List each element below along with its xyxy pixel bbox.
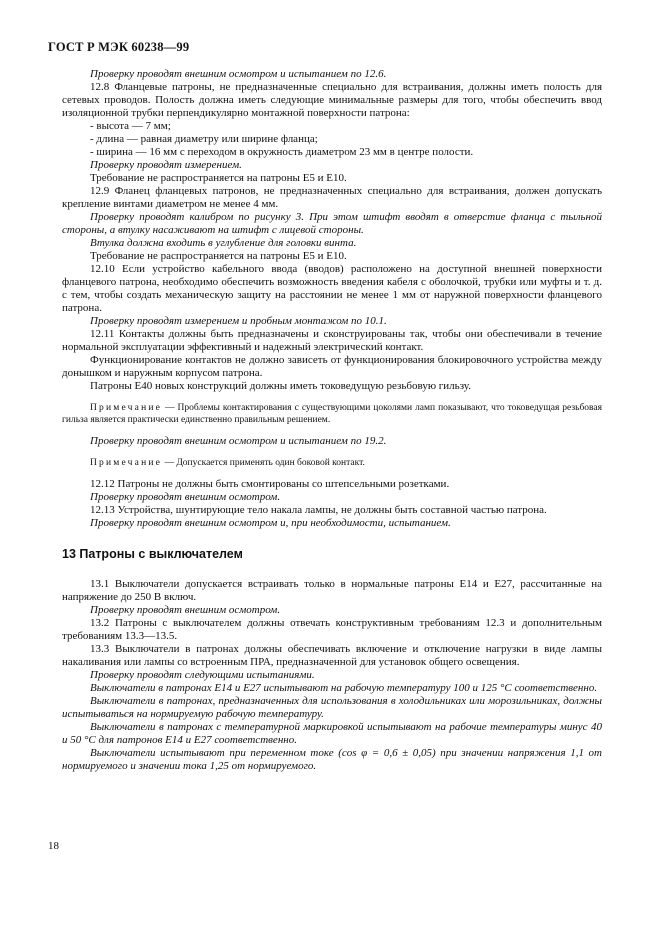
- body-paragraph: - высота — 7 мм;: [90, 120, 171, 132]
- body-paragraph: 12.13 Устройства, шунтирующие тело накала лампы, не должны быть составной частью патрона.: [90, 504, 547, 516]
- body-paragraph: 12.9 Фланец фланцевых патронов, не предназначенных специально для встраивания, должен допускать крепление винтами диаметром не менее 4 мм.: [62, 185, 602, 210]
- spacer: [62, 469, 602, 478]
- verification-paragraph: Выключатели в патронах, предназначенных для использования в холодильниках или морозильниках, должны испытываться на нормируемую рабочую температуру.: [62, 695, 602, 720]
- verification-paragraph: Проверку проводят внешним осмотром и, при необходимости, испытанием.: [90, 517, 451, 529]
- note-text: — Проблемы контактирования с существующими цоколями ламп показывают, что токоведущая резьбовая гильза является практически единственно правильным решением.: [62, 403, 602, 425]
- verification-paragraph: Выключатели в патронах с температурной маркировкой испытывают на рабочие температуры минус 40 и 50 °С для патронов Е14 и Е27 соответственно.: [62, 721, 602, 746]
- verification-paragraph: Проверку проводят калибром по рисунку 3. При этом штифт вводят в отверстие фланца с тыльной стороны, а втулку насаживают на штифт с лицевой стороны.: [62, 211, 602, 236]
- verification-paragraph: Проверку проводят внешним осмотром и испытанием по 12.6.: [90, 68, 387, 80]
- note-paragraph: [62, 402, 602, 426]
- verification-paragraph: Проверку проводят измерением и пробным монтажом по 10.1.: [90, 315, 387, 327]
- spacer: [62, 426, 602, 435]
- verification-paragraph: Проверку проводят внешним осмотром.: [90, 491, 281, 503]
- body-paragraph: 13.1 Выключатели допускается встраивать только в нормальные патроны Е14 и Е27, рассчитанные на напряжение до 250 В включ.: [62, 578, 602, 603]
- body-paragraph: Патроны Е40 новых конструкций должны иметь токоведущую резьбовую гильзу.: [90, 380, 471, 392]
- verification-paragraph: Втулка должна входить в углубление для головки винта.: [90, 237, 357, 249]
- section-heading: 13 Патроны с выключателем: [62, 547, 243, 561]
- body-paragraph: Требование не распространяется на патроны Е5 и Е10.: [90, 172, 347, 184]
- document-body: [62, 68, 602, 773]
- body-paragraph: 12.8 Фланцевые патроны, не предназначенные специально для встраивания, должны иметь полость для сетевых проводов. Полость должна иметь следующие минимальные размеры для того, чтобы обеспечить ввод изоляционной трубки перпендикулярно монтажной поверхности патрона:: [62, 81, 602, 119]
- spacer: [62, 530, 602, 546]
- note-text: — Допускается применять один боковой контакт.: [162, 458, 365, 468]
- verification-paragraph: Проверку проводят внешним осмотром и испытанием по 19.2.: [90, 435, 387, 447]
- verification-paragraph: Выключатели испытывают при переменном токе (cos φ = 0,6 ± 0,05) при значении напряжения 1,1 от нормируемого и значении тока 1,25 от нормируемого.: [62, 747, 602, 772]
- verification-paragraph: Проверку проводят следующими испытаниями.: [90, 669, 315, 681]
- body-paragraph: 12.10 Если устройство кабельного ввода (вводов) расположено на доступной внешней поверхности фланцевого патрона, необходимо обеспечить возможность введения кабеля с оболочкой, трубки или муфты и т. д. с тем, чтобы создать механическую защиту на расстоянии не менее 1 мм от наружной поверхности фланцевого патрона.: [62, 263, 602, 314]
- document-header: ГОСТ Р МЭК 60238—99: [48, 40, 190, 54]
- body-paragraph: 12.12 Патроны не должны быть смонтированы со штепсельными розетками.: [90, 478, 450, 490]
- body-paragraph: - ширина — 16 мм с переходом в окружность диаметром 23 мм в центре полости.: [90, 146, 474, 158]
- body-paragraph: 13.3 Выключатели в патронах должны обеспечивать включение и отключение нагрузки в виде лампы накаливания или лампы со встроенным ПРА, предназначенной для установок общего освещения.: [62, 643, 602, 668]
- verification-paragraph: Выключатели в патронах Е14 и Е27 испытывают на рабочую температуру 100 и 125 °С соответственно.: [90, 682, 598, 694]
- body-paragraph: Функционирование контактов не должно зависеть от функционирования блокировочного устройства между донышком и наружным корпусом патрона.: [62, 354, 602, 379]
- note-label: Примечание: [90, 458, 163, 468]
- page-number: 18: [48, 840, 59, 852]
- note-paragraph: [62, 457, 602, 469]
- body-paragraph: - длина — равная диаметру или ширине фланца;: [90, 133, 318, 145]
- spacer: [62, 448, 602, 457]
- verification-paragraph: Проверку проводят измерением.: [90, 159, 242, 171]
- note-label: Примечание: [90, 403, 163, 413]
- body-paragraph: 12.11 Контакты должны быть предназначены и сконструированы так, чтобы они обеспечивали в течение нормальной эксплуатации эффективный и надежный электрический контакт.: [62, 328, 602, 353]
- spacer: [62, 562, 602, 578]
- spacer: [62, 393, 602, 402]
- body-paragraph: Требование не распространяется на патроны Е5 и Е10.: [90, 250, 347, 262]
- verification-paragraph: Проверку проводят внешним осмотром.: [90, 604, 281, 616]
- body-paragraph: 13.2 Патроны с выключателем должны отвечать конструктивным требованиям 12.3 и дополнительным требованиям 13.3—13.5.: [62, 617, 602, 642]
